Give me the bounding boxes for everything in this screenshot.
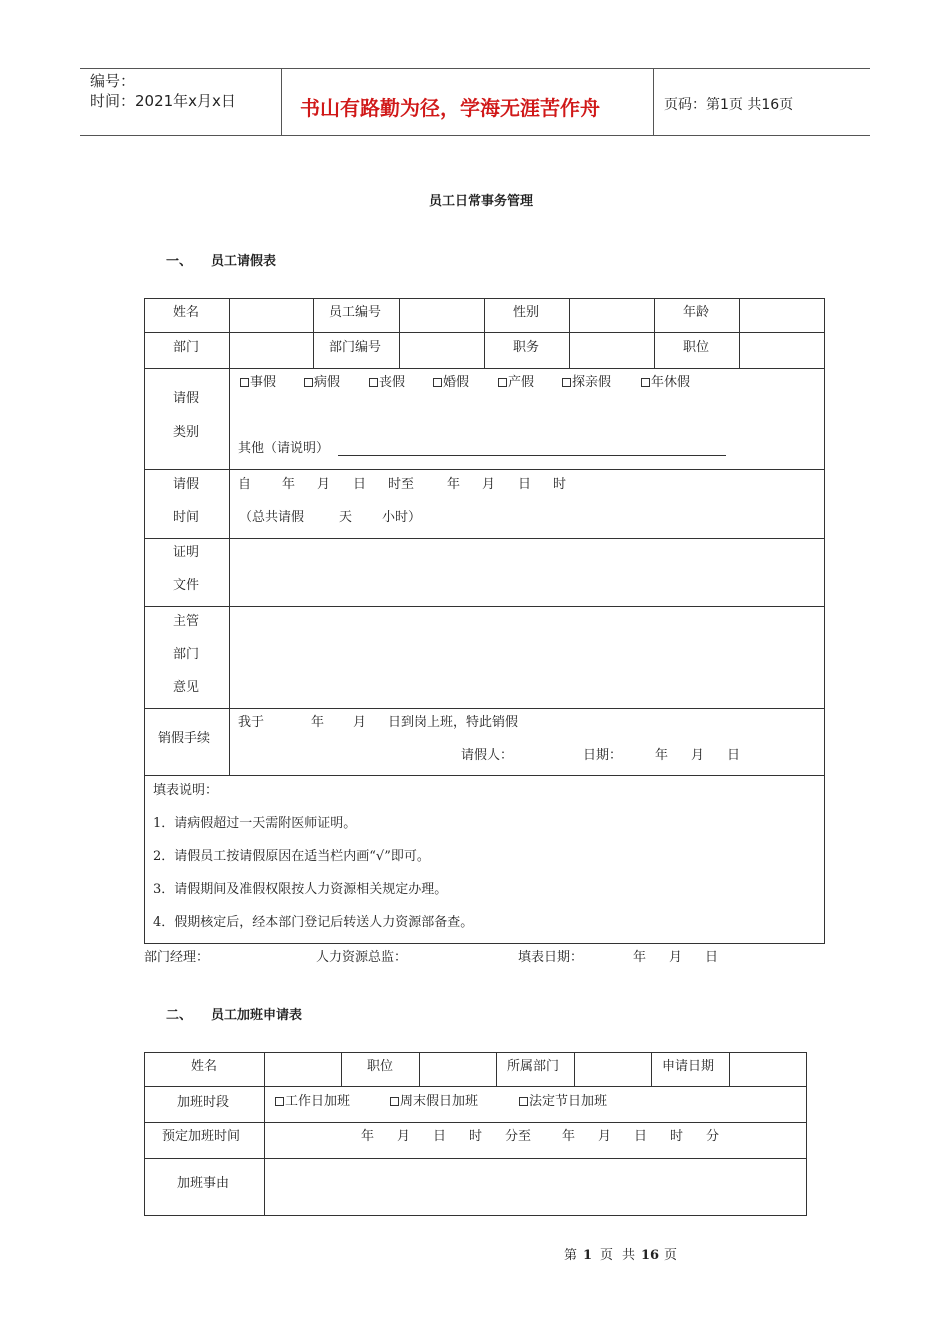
ot-label-department: 所属部门 bbox=[507, 1059, 560, 1074]
sign-month: 月 bbox=[669, 950, 683, 965]
cancel-date-month: 月 bbox=[691, 748, 705, 763]
time-hour-to: 时至 bbox=[388, 477, 415, 492]
leave-type-personal[interactable] bbox=[240, 375, 276, 391]
label-leave-type-2: 类别 bbox=[173, 425, 200, 440]
checkbox-icon[interactable] bbox=[369, 378, 378, 387]
option-label: 年休假 bbox=[651, 375, 691, 390]
label-duty: 职务 bbox=[513, 340, 540, 355]
ot-label-reason: 加班事由 bbox=[177, 1176, 230, 1191]
cancel-date-year: 年 bbox=[655, 748, 669, 763]
note-item: 1．请病假超过一天需附医师证明。 bbox=[153, 816, 357, 831]
checkbox-icon[interactable] bbox=[240, 378, 249, 387]
header-page-info: 页码：第1页 共16页 bbox=[664, 97, 794, 113]
cancel-return-text: 日到岗上班，特此销假 bbox=[388, 715, 519, 730]
label-other: 其他（请说明） bbox=[238, 441, 330, 456]
checkbox-icon[interactable] bbox=[519, 1097, 528, 1106]
footer-page-number: 1 bbox=[583, 1248, 593, 1263]
checkbox-icon[interactable] bbox=[433, 378, 442, 387]
header-top-rule bbox=[80, 68, 870, 69]
section-2-title: 员工加班申请表 bbox=[211, 1008, 303, 1023]
rule bbox=[739, 298, 740, 368]
footer-total-unit: 页 bbox=[664, 1248, 678, 1263]
ot-label-plan-time: 预定加班时间 bbox=[162, 1129, 241, 1144]
time-hours: 小时） bbox=[382, 510, 422, 525]
option-label: 工作日加班 bbox=[285, 1094, 351, 1109]
rule bbox=[144, 368, 825, 369]
rule bbox=[264, 1052, 265, 1216]
option-label: 婚假 bbox=[443, 375, 470, 390]
label-leave-type-1: 请假 bbox=[173, 391, 200, 406]
time-hour: 时 bbox=[553, 477, 567, 492]
footer-page-label: 第 bbox=[564, 1248, 578, 1263]
checkbox-icon[interactable] bbox=[498, 378, 507, 387]
rule bbox=[144, 708, 825, 709]
label-opinion-2: 部门 bbox=[173, 647, 200, 662]
checkbox-icon[interactable] bbox=[562, 378, 571, 387]
ot-label-position: 职位 bbox=[367, 1059, 394, 1074]
leave-type-annual[interactable] bbox=[641, 375, 690, 391]
ot-label-name: 姓名 bbox=[191, 1059, 218, 1074]
time-month: 月 bbox=[482, 477, 496, 492]
rule bbox=[144, 469, 825, 470]
ot-plan-minute-to: 分至 bbox=[505, 1129, 532, 1144]
rule bbox=[574, 1052, 575, 1086]
label-position: 职位 bbox=[683, 340, 710, 355]
rule bbox=[419, 1052, 420, 1086]
ot-plan-year: 年 bbox=[361, 1129, 375, 1144]
ot-plan-month: 月 bbox=[397, 1129, 411, 1144]
rule bbox=[399, 298, 400, 368]
doc-code-label: 编号： bbox=[90, 72, 136, 90]
time-from: 自 bbox=[238, 477, 252, 492]
time-total: （总共请假 bbox=[239, 510, 305, 525]
rule bbox=[313, 298, 314, 368]
leave-type-marriage[interactable] bbox=[433, 375, 469, 391]
doc-time-label: 时间：2021年x月x日 bbox=[90, 92, 236, 110]
leave-type-funeral[interactable] bbox=[369, 375, 405, 391]
leave-type-family-visit[interactable] bbox=[562, 375, 611, 391]
rule bbox=[144, 1122, 807, 1123]
rule bbox=[651, 1052, 652, 1086]
time-day: 日 bbox=[518, 477, 532, 492]
ot-period-weekend[interactable] bbox=[390, 1094, 478, 1110]
cancel-month: 月 bbox=[353, 715, 367, 730]
checkbox-icon[interactable] bbox=[641, 378, 650, 387]
sign-day: 日 bbox=[705, 950, 719, 965]
time-days: 天 bbox=[339, 510, 353, 525]
sign-year: 年 bbox=[633, 950, 647, 965]
section-1-title: 员工请假表 bbox=[211, 254, 277, 269]
leave-table-border bbox=[144, 298, 825, 944]
ot-plan-hour: 时 bbox=[469, 1129, 483, 1144]
label-proof-2: 文件 bbox=[173, 578, 200, 593]
ot-plan-day: 日 bbox=[433, 1129, 447, 1144]
ot-plan-minute: 分 bbox=[706, 1129, 720, 1144]
checkbox-icon[interactable] bbox=[275, 1097, 284, 1106]
ot-plan-day: 日 bbox=[634, 1129, 648, 1144]
label-leave-time-1: 请假 bbox=[173, 477, 200, 492]
label-proof-1: 证明 bbox=[173, 545, 200, 560]
label-leave-time-2: 时间 bbox=[173, 510, 200, 525]
sign-hr-director: 人力资源总监： bbox=[316, 950, 408, 965]
leave-type-sick[interactable] bbox=[304, 375, 340, 391]
option-label: 探亲假 bbox=[572, 375, 612, 390]
header-divider-2 bbox=[653, 68, 654, 135]
ot-label-apply-date: 申请日期 bbox=[662, 1059, 715, 1074]
rule bbox=[144, 538, 825, 539]
rule bbox=[144, 1158, 807, 1159]
cancel-date-day: 日 bbox=[727, 748, 741, 763]
ot-plan-year: 年 bbox=[562, 1129, 576, 1144]
time-month: 月 bbox=[317, 477, 331, 492]
option-label: 法定节日加班 bbox=[529, 1094, 608, 1109]
page-title: 员工日常事务管理 bbox=[429, 194, 534, 209]
cancel-i-on: 我于 bbox=[238, 715, 265, 730]
time-day: 日 bbox=[353, 477, 367, 492]
option-label: 产假 bbox=[508, 375, 535, 390]
label-opinion-1: 主管 bbox=[173, 614, 200, 629]
header-motto: 书山有路勤为径，学海无涯苦作舟 bbox=[300, 96, 600, 120]
rule bbox=[654, 298, 655, 368]
section-1-number: 一、 bbox=[166, 254, 193, 269]
rule bbox=[496, 1052, 497, 1086]
header-bottom-rule bbox=[80, 135, 870, 136]
leave-type-maternity[interactable] bbox=[498, 375, 534, 391]
rule bbox=[229, 298, 230, 775]
rule bbox=[341, 1052, 342, 1086]
cancel-applicant: 请假人： bbox=[461, 748, 514, 763]
label-age: 年龄 bbox=[683, 305, 710, 320]
ot-period-workday[interactable] bbox=[275, 1094, 350, 1110]
ot-plan-month: 月 bbox=[598, 1129, 612, 1144]
other-input-line[interactable] bbox=[338, 455, 726, 456]
time-year: 年 bbox=[282, 477, 296, 492]
rule bbox=[144, 1086, 807, 1087]
ot-plan-hour: 时 bbox=[670, 1129, 684, 1144]
option-label: 事假 bbox=[250, 375, 277, 390]
label-gender: 性别 bbox=[513, 305, 540, 320]
checkbox-icon[interactable] bbox=[390, 1097, 399, 1106]
rule bbox=[144, 606, 825, 607]
cancel-year: 年 bbox=[311, 715, 325, 730]
note-item: 4．假期核定后，经本部门登记后转送人力资源部备查。 bbox=[153, 915, 474, 930]
sign-fill-date: 填表日期： bbox=[518, 950, 584, 965]
label-department-id: 部门编号 bbox=[329, 340, 382, 355]
label-name: 姓名 bbox=[173, 305, 200, 320]
checkbox-icon[interactable] bbox=[304, 378, 313, 387]
rule bbox=[569, 298, 570, 368]
footer-total-label: 共 bbox=[622, 1248, 636, 1263]
option-label: 丧假 bbox=[379, 375, 406, 390]
rule bbox=[729, 1052, 730, 1086]
header-divider-1 bbox=[281, 68, 282, 135]
footer-page-unit: 页 bbox=[600, 1248, 614, 1263]
footer-total-number: 16 bbox=[641, 1248, 660, 1263]
sign-dept-manager: 部门经理： bbox=[144, 950, 210, 965]
cancel-date: 日期： bbox=[583, 748, 623, 763]
option-label: 周末假日加班 bbox=[400, 1094, 479, 1109]
note-item: 3．请假期间及准假权限按人力资源相关规定办理。 bbox=[153, 882, 448, 897]
label-opinion-3: 意见 bbox=[173, 680, 200, 695]
option-label: 病假 bbox=[314, 375, 341, 390]
notes-title: 填表说明： bbox=[153, 783, 219, 798]
label-cancel-leave: 销假手续 bbox=[158, 731, 211, 746]
note-item: 2．请假员工按请假原因在适当栏内画“√”即可。 bbox=[153, 849, 430, 864]
section-2-number: 二、 bbox=[166, 1008, 193, 1023]
ot-label-period: 加班时段 bbox=[177, 1095, 230, 1110]
rule bbox=[144, 775, 825, 776]
ot-period-holiday[interactable] bbox=[519, 1094, 607, 1110]
label-employee-id: 员工编号 bbox=[329, 305, 382, 320]
time-year: 年 bbox=[447, 477, 461, 492]
rule bbox=[484, 298, 485, 368]
label-department: 部门 bbox=[173, 340, 200, 355]
